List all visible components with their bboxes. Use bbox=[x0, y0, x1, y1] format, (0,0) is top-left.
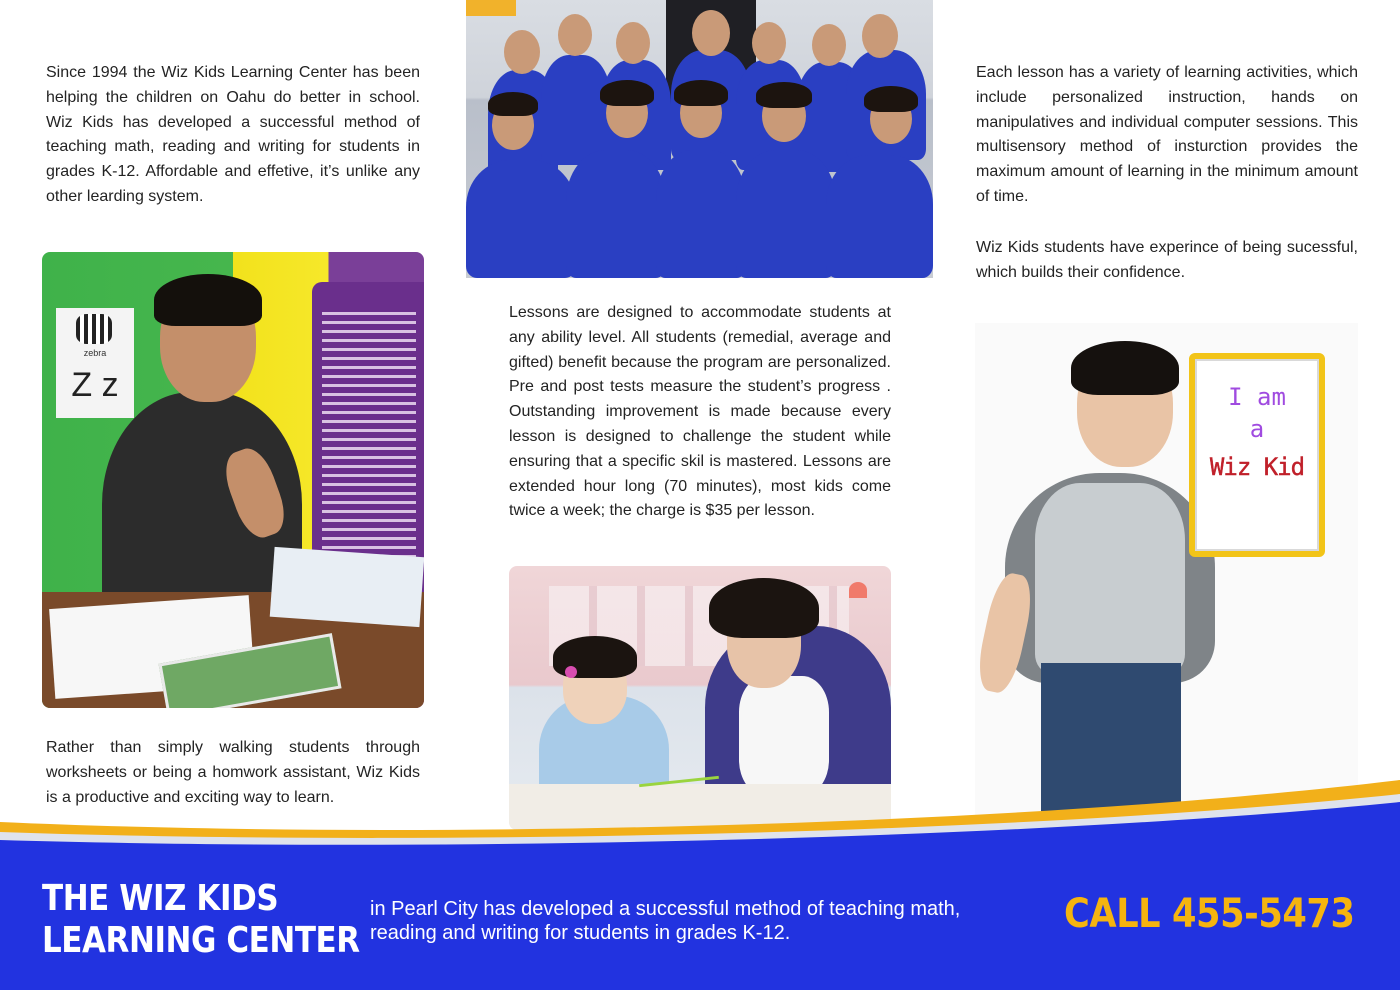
hair-bow bbox=[565, 666, 577, 678]
wall-sign bbox=[466, 0, 516, 16]
poster-letter: Z z bbox=[71, 366, 119, 404]
footer-wave bbox=[0, 780, 1400, 860]
intro-paragraph: Since 1994 the Wiz Kids Learning Center has been helping the children on Oahu do better in school. Wiz Kids has developed a successful method of teaching math, reading and writing for students in grades K-12. Affordable and effetive, it’s unlike any other learding system. bbox=[46, 64, 420, 205]
teacher-hair bbox=[709, 578, 819, 638]
heading-line-1: THE WIZ KIDS bbox=[42, 878, 279, 919]
poster-word: zebra bbox=[83, 348, 107, 358]
confidence-paragraph: Wiz Kids students have experince of being sucessful, which builds their confidence. bbox=[976, 239, 1358, 281]
center-name-heading bbox=[42, 878, 360, 962]
boy-with-whiteboard-photo bbox=[975, 323, 1358, 835]
boy-hair bbox=[1071, 341, 1179, 395]
heart-decoration bbox=[849, 582, 867, 598]
notebook bbox=[270, 547, 424, 627]
zebra-icon bbox=[76, 314, 112, 344]
whiteboard-line-3: Wiz Kid bbox=[1209, 453, 1305, 481]
boy-shirt-body bbox=[1035, 483, 1185, 673]
tutor-group-photo bbox=[466, 0, 933, 278]
boy-at-desk-photo bbox=[42, 252, 424, 708]
whiteboard-line-2: a bbox=[1249, 415, 1265, 443]
heading-line-2: LEARNING CENTER bbox=[42, 920, 360, 961]
whiteboard-line-1: I am bbox=[1228, 383, 1286, 411]
closing-paragraph: Rather than simply walking students through worksheets or being a homwork assistant, Wiz Kids is a productive and exciting way to learn. bbox=[46, 739, 420, 806]
activities-paragraph: Each lesson has a variety of learning activities, which include personalized instruction, hands on manipulatives and individual computer sessions. This multisensory method of insturction provides the maximum amount of learning in the minimum amount of time. bbox=[976, 64, 1358, 205]
boy-hair bbox=[154, 274, 262, 326]
whiteboard bbox=[1189, 353, 1325, 557]
call-phone-number: CALL 455-5473 bbox=[1064, 891, 1355, 937]
footer-description: in Pearl City has developed a successful method of teaching math, reading and writing for students in grades K-12. bbox=[370, 898, 961, 944]
alphabet-poster bbox=[56, 308, 134, 418]
lessons-paragraph: Lessons are designed to accommodate students at any ability level. All students (remedial, average and gifted) benefit because the program are personalized. Pre and post tests measure the student’s progress . Outstanding improvement is made because every lesson is designed to challenge the student while ensuring that a specific skil is mastered. Lessons are extended hour long (70 minutes), most kids come twice a week; the charge is $35 per lesson. bbox=[509, 304, 891, 520]
teacher-blouse bbox=[739, 676, 829, 796]
